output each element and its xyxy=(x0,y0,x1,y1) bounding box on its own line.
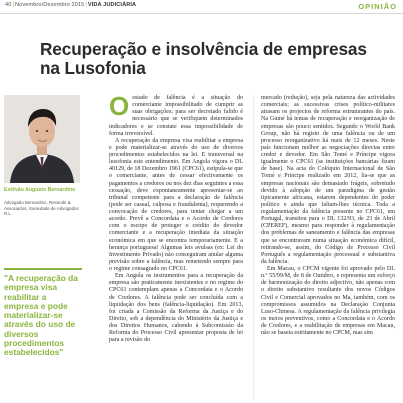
header-separator: | xyxy=(12,2,14,8)
header-meta xyxy=(5,2,136,8)
drop-cap: O xyxy=(109,91,130,121)
author-role: Advogado Bernardino, Resende & Associados, Sociedade de Advogados R.L. xyxy=(4,200,79,217)
page-number: 40 xyxy=(5,2,12,8)
author-name: Estêvão Augusto Bernardino xyxy=(4,187,76,193)
paragraph-text: estado de falência é a situação do comerciante impossibilitado de cumprir as suas obrigações; para ser decretado falido é necessário que se verifiquem determinados indicadores e se constate essa impossibilidade de forma irreversível. xyxy=(109,95,243,137)
issue-date: Novembro/Dezembro 2015 xyxy=(15,2,85,8)
article-column-2 xyxy=(261,95,395,337)
author-portrait-illustration xyxy=(4,95,80,183)
column-divider xyxy=(253,95,254,400)
article-paragraph: Em Macau, o CPCM vigente foi aprovado pelo DL n.º 55/99/M, de 8 de Outubro, e representa um esforço de harmonização do direito adjectivo, não apenas com o direito substantivo resultante dos novos Códigos Civil e Comercial aprovados no Ma, também, com os compromissos assumidos na Declaração Conjunta Luso-Chinesa. A regulamentação da falência privilegia os meios preventivos, como a Concordata e o Acordo de Credores, e a reabilitação de empresas em Macau, não se baseia estritamente no CPCM, mas sim xyxy=(261,266,395,337)
author-photo xyxy=(4,95,80,183)
article-column-1 xyxy=(109,91,243,344)
header-separator: | xyxy=(85,2,87,8)
page-header xyxy=(0,0,403,14)
article-headline: Recuperação e insolvência de empresas na Lusofonia xyxy=(40,39,367,78)
pull-quote: "A recuperação da empresa visa reabilitar a empresa e pode materializar-se através do uso de diversos procedimentos estabelecidos" xyxy=(4,268,82,358)
article-paragraph: Em Angola os instrumentos para a recuperação da empresa são praticamente inexistentes e no regime do CPC61 contemplam apenas a Concordata e o Acordo de Credores. A falência pode ser concluída com a liquidação dos bens (falência-liquidação). Em 2013, foi criada a Comissão da Reforma da Justiça e do Direito, sob a dependência do Ministério da Justiça e dos Direitos Humanos, cabendo à Subcomissão da Reforma do Processo Civil apresentar proposta de lei para a revisão do xyxy=(109,273,243,344)
article-paragraph: A recuperação da empresa visa reabilitar a empresa e pode materializar-se através do uso de diversos procedimentos estabelecidos na lei. E transversal na lusofonia este entendimento. Em Angola vigora o DL 40129, de 18 Dezembro 1961 (CPC61), estipula-se que o comerciante, antes de cessar efectivamente os pagamentos a credores ou nos dez dias seguintes a essa cessação, deve expontaneamente apresentar-se ao tribunal competente para a declaração de falência (pode ser casual, culposa e fraudulenta), requerendo a convocação de credores, para tentar chegar a um acordo. Prevê a Concordata e o Acordo de Credores com o escopo de proteger o crédito do devedor comerciante e a recuperação imediata da situação económica em que se encontra temporariamente. E a herança portuguesa! Algumas leis avulsas (ex: Lei do Investimento Privado) não conseguiram anular alguma previsão sobre a falência, mas remetendo sempre para o regime consagrado no CPC61. xyxy=(109,137,243,272)
section-label: OPINIÃO xyxy=(358,2,397,11)
article-paragraph xyxy=(109,91,243,138)
article-paragraph: mercado (redução), seja pela natureza das actividades comerciais; as sucessivas crises político-militares atrasam os projectos de reforma estruturantes do país. Na Guiné há temas de recuperação e reorganização de empresas são pouco sentidos. Segundo o World Bank Group, não há registo de uma falência ou de um processo reorganizativo há mais de 12 meses. Neste país funcionam melhor as negociações directas entre credor e devedor. Em São Tomé e Príncipe vigora igualmente o CPC61 (as instituições bancárias fizam de base). Na acta do Colóquio Internacional de São Tomé e Príncipe realizado em 2012, lia-se que as empresas nacionais são demasiado frágeis, sobretudo devido à adopção de um paradigma de gestão tipicamente africana, estarem dependentes do poder político e ainda que faltam-lhes técnica. Toda a regulamentação da falência presente no CPC61, em Portugal, transitou para o DL 132/93, de 23 de Abril (CPEREF), mesmo para responder à regulamentação dos problemas de saneamento e falência das empresas que se encontravam numa situação económica difícil, retirando-se, assim, do Código de Processo Civil Português a regulamentação processual e substantiva da falência. xyxy=(261,95,395,265)
publication-name: VIDA JUDICIÁRIA xyxy=(87,2,137,8)
